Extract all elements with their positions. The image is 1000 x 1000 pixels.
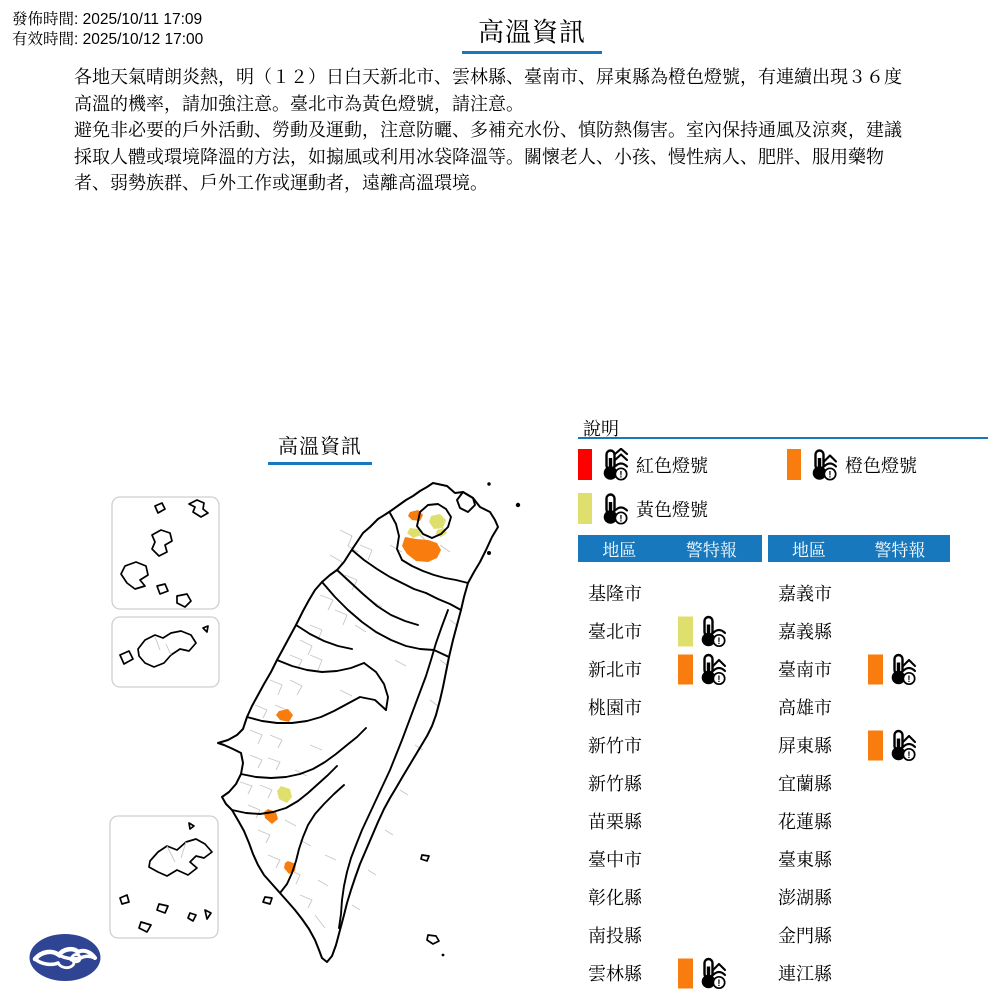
- legend-item-red: [578, 448, 708, 481]
- legend-item-yellow: [578, 492, 708, 525]
- map-title: 高溫資訊: [268, 430, 372, 465]
- thermometer-warning-icon: [887, 653, 917, 686]
- table-row: [768, 726, 950, 764]
- svg-text:!: !: [907, 750, 911, 762]
- thermometer-warning-icon: [697, 653, 727, 686]
- region-name: 嘉義市: [778, 584, 832, 604]
- svg-text:!: !: [619, 513, 623, 525]
- taiwan-map: [100, 470, 570, 985]
- column-header-region: 地區: [602, 541, 637, 560]
- region-name: 臺南市: [778, 660, 832, 680]
- advisory-paragraph-1: 各地天氣晴朗炎熱，明（１２）日白天新北市、雲林縣、臺南市、屏東縣為橙色燈號，有連續出現３６度高溫的機率，請加強注意。臺北市為黃色燈號，請注意。: [74, 67, 902, 114]
- inset-kinmen: [112, 617, 219, 687]
- warning-color-swatch: [678, 958, 693, 988]
- table-row: [578, 574, 762, 612]
- table-row: [578, 688, 762, 726]
- region-name: 臺北市: [588, 622, 642, 642]
- column-header-warning: 警特報: [685, 541, 737, 560]
- table-row: [578, 840, 762, 878]
- region-name: 南投縣: [588, 926, 642, 946]
- warning-color-swatch: [678, 654, 693, 684]
- issued-time: 發佈時間: 2025/10/11 17:09: [12, 11, 203, 28]
- legend-label: 黃色燈號: [636, 499, 708, 520]
- region-name: 新竹市: [588, 736, 642, 756]
- table-row: [578, 612, 762, 650]
- region-name: 新竹縣: [588, 774, 642, 794]
- region-name: 苗栗縣: [588, 812, 642, 832]
- table-row: [768, 840, 950, 878]
- svg-text:!: !: [717, 978, 721, 990]
- legend-label: 紅色燈號: [636, 455, 708, 476]
- advisory-text: [74, 64, 910, 197]
- warning-cell: [868, 729, 917, 762]
- region-name: 屏東縣: [778, 736, 832, 756]
- warning-table-left: [578, 535, 762, 992]
- warning-cell: [678, 653, 727, 686]
- thermometer-warning-icon: [808, 448, 838, 481]
- table-header: [768, 535, 950, 562]
- table-row: [768, 612, 950, 650]
- region-name: 臺東縣: [778, 850, 832, 870]
- region-name: 花蓮縣: [778, 812, 832, 832]
- advisory-paragraph-2: 避免非必要的戶外活動、勞動及運動，注意防曬、多補充水份、慎防熱傷害。室內保持通風及涼爽，建議採取人體或環境降溫的方法，如搧風或利用冰袋降溫等。關懷老人、小孩、慢性病人、肥胖、服用藥物者、弱勢族群、戶外工作或運動者，遠離高溫環境。: [74, 120, 902, 193]
- table-row: [768, 916, 950, 954]
- table-row: [578, 954, 762, 992]
- column-header-region: 地區: [791, 541, 826, 560]
- warning-cell: [868, 653, 917, 686]
- region-name: 雲林縣: [588, 964, 642, 984]
- warning-color-swatch: [868, 730, 883, 760]
- thermometer-warning-icon: [599, 448, 629, 481]
- legend-color-swatch: [578, 449, 592, 480]
- warning-table-right: [768, 535, 950, 992]
- cwb-logo: [28, 932, 102, 984]
- table-row: [768, 954, 950, 992]
- publish-times: [12, 10, 203, 50]
- table-row: [578, 878, 762, 916]
- valid-time: 有效時間: 2025/10/12 17:00: [12, 31, 204, 48]
- legend-divider: [578, 437, 988, 439]
- svg-text:!: !: [828, 469, 832, 481]
- inset-penghu: [110, 816, 218, 938]
- thermometer-warning-icon: [697, 615, 727, 648]
- legend-item-orange: [787, 448, 917, 481]
- warning-cell: [678, 615, 727, 648]
- svg-text:!: !: [619, 469, 623, 481]
- legend-label: 橙色燈號: [845, 455, 917, 476]
- thermometer-warning-icon: [599, 492, 629, 525]
- region-name: 基隆市: [588, 584, 642, 604]
- inset-matsu: [112, 497, 219, 609]
- thermometer-warning-icon: [887, 729, 917, 762]
- table-row: [578, 726, 762, 764]
- column-header-warning: 警特報: [874, 541, 926, 560]
- legend-color-swatch: [578, 493, 592, 524]
- table-row: [768, 688, 950, 726]
- svg-text:!: !: [717, 674, 721, 686]
- region-name: 彰化縣: [588, 888, 642, 908]
- table-row: [768, 764, 950, 802]
- table-row: [768, 802, 950, 840]
- table-row: [578, 764, 762, 802]
- region-name: 高雄市: [778, 698, 832, 718]
- thermometer-warning-icon: [697, 957, 727, 990]
- region-name: 嘉義縣: [778, 622, 832, 642]
- legend-heading: 說明: [583, 419, 619, 439]
- legend-color-swatch: [787, 449, 801, 480]
- region-name: 澎湖縣: [778, 888, 832, 908]
- table-header: [578, 535, 762, 562]
- table-row: [768, 574, 950, 612]
- table-row: [578, 650, 762, 688]
- region-name: 金門縣: [778, 926, 832, 946]
- warning-color-swatch: [868, 654, 883, 684]
- table-row: [578, 802, 762, 840]
- svg-text:!: !: [907, 674, 911, 686]
- table-row: [768, 650, 950, 688]
- region-name: 臺中市: [588, 850, 642, 870]
- warning-cell: [678, 957, 727, 990]
- region-name: 宜蘭縣: [778, 774, 832, 794]
- page-title: 高溫資訊: [462, 12, 602, 54]
- svg-text:!: !: [717, 636, 721, 648]
- table-row: [768, 878, 950, 916]
- warning-color-swatch: [678, 616, 693, 646]
- region-name: 桃園市: [588, 698, 642, 718]
- region-name: 連江縣: [778, 964, 832, 984]
- table-row: [578, 916, 762, 954]
- region-name: 新北市: [588, 660, 642, 680]
